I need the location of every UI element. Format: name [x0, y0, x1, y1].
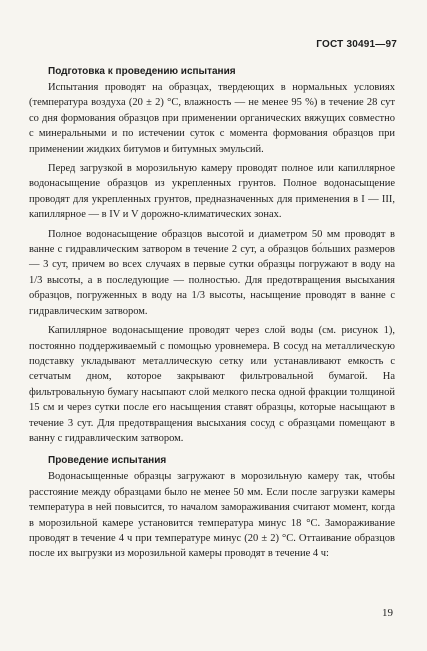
paragraph: Капиллярное водонасыщение проводят через слой воды (см. рисунок 1), постоянно поддерживаемый с помощью уровнемера. В сосуд на металлическую подставку укладывают металлическую сетку или устанавливают емкость с сетчатым дном, которое закрывают фильтровальной бумагой. На фильтровальную бумагу насыпают слой мелкого песка одной фракции толщиной 15 см и через сутки после его насыщения ставят образцы, которые насыщают в течение 3 сут. Для предотвращения высыхания сосуд с образцами помещают в ванну с гидравлическим затвором.: [29, 325, 395, 444]
section-heading-preparation: Подготовка к проведению испытания: [48, 66, 236, 77]
paragraph: Перед загрузкой в морозильную камеру проводят полное или капиллярное водонасыщение образцов из укрепленных грунтов. Полное водонасыщение проводят для укрепленных грунтов, предназначенных для применения в I — III, капиллярное — в IV и V дорожно-климатических зонах.: [29, 163, 395, 221]
paragraph: Полное водонасыщение образцов высотой и диаметром 50 мм проводят в ванне с гидравлическим затвором в течение 2 сут, а образцов бо́льших размеров — 3 сут, причем во всех случаях в первые сутки образцы погружают в воду на 1/3 высоты, а в последующие — полностью. Для предотвращения высыхания образцов, погруженных в воду на 1/3 высоты, насыщение проводят в ванне с гидравлическим затвором.: [29, 228, 395, 317]
page-number: 19: [382, 607, 393, 619]
standard-header: ГОСТ 30491—97: [316, 39, 397, 50]
paragraph: Водонасыщенные образцы загружают в морозильную камеру так, чтобы расстояние между образцами было не менее 50 мм. Если после загрузки камеры температура в ней повысится, то началом замораживания считают момент, когда в морозильной камере установится температура минус 18 °С. Замораживание проводят в течение 4 ч при температуре минус (20 ± 2) °С. Оттаивание образцов после их выгрузки из морозильной камеры проводят в течение 4 ч:: [29, 471, 395, 560]
document-body: [29, 64, 395, 566]
paragraph: Испытания проводят на образцах, твердеющих в нормальных условиях (температура воздуха (20 ± 2) °С, влажность — не менее 95 %) в течение 28 сут со дня формования образцов при применении органических вяжущих совместно с минеральными и по истечении суток с момента формования образцов при применении жидких битумов и битумных эмульсий.: [29, 82, 395, 155]
section-heading-testing: Проведение испытания: [48, 455, 167, 467]
